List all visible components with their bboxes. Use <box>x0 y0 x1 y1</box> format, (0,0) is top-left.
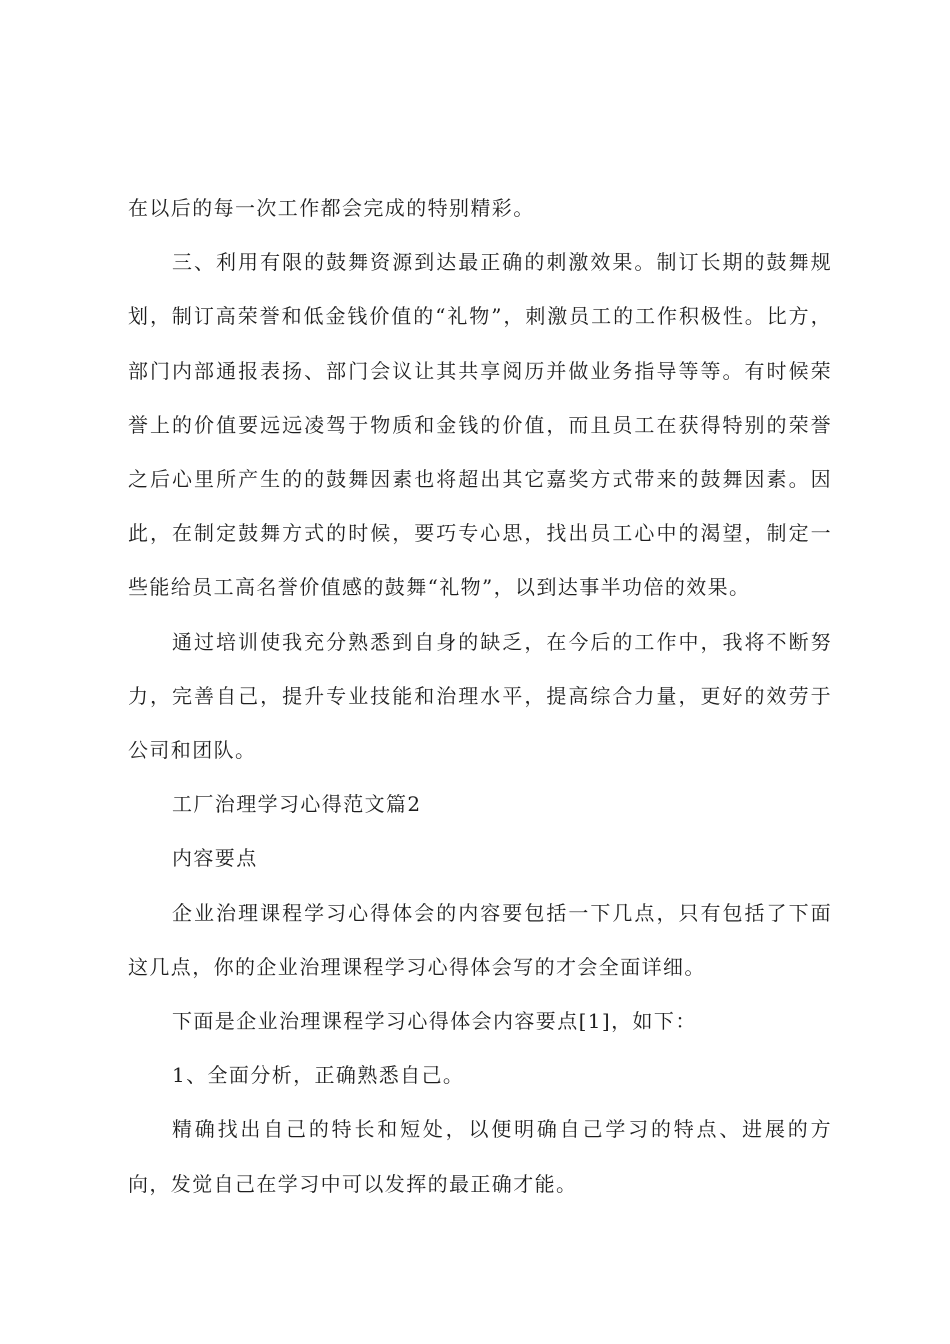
paragraph-content-intro: 企业治理课程学习心得体会的内容要包括一下几点，只有包括了下面这几点，你的企业治理课程学习心得体会写的才会全面详细。 <box>128 900 832 979</box>
paragraph-training-conclusion: 通过培训使我充分熟悉到自身的缺乏，在今后的工作中，我将不断努力，完善自己，提升专业技能和治理水平，提高综合力量，更好的效劳于公司和团队。 <box>128 629 832 763</box>
paragraph-key-points-lead: 下面是企业治理课程学习心得体会内容要点[1]，如下： <box>172 1009 697 1034</box>
section-title: 工厂治理学习心得范文篇2 <box>172 792 422 817</box>
list-item-1: 1、全面分析，正确熟悉自己。 <box>172 1063 465 1088</box>
paragraph-incentive-resources: 三、利用有限的鼓舞资源到达最正确的刺激效果。制订长期的鼓舞规划，制订高荣誉和低金钱价值的“礼物”，刺激员工的工作积极性。比方，部门内部通报表扬、部门会议让其共享阅历并做业务指导等等。有时候荣誉上的价值要远远凌驾于物质和金钱的价值，而且员工在获得特别的荣誉之后心里所产生的的鼓舞因素也将超出其它嘉奖方式带来的鼓舞因素。因此，在制定鼓舞方式的时候，要巧专心思，找出员工心中的渴望，制定一些能给员工高名誉价值感的鼓舞“礼物”，以到达事半功倍的效果。 <box>128 250 832 600</box>
paragraph-self-analysis: 精确找出自己的特长和短处，以便明确自己学习的特点、进展的方向，发觉自己在学习中可以发挥的最正确才能。 <box>128 1117 832 1196</box>
subheading-key-points: 内容要点 <box>172 846 258 871</box>
document-body <box>128 181 832 1211</box>
paragraph-continuation: 在以后的每一次工作都会完成的特别精彩。 <box>128 196 535 220</box>
